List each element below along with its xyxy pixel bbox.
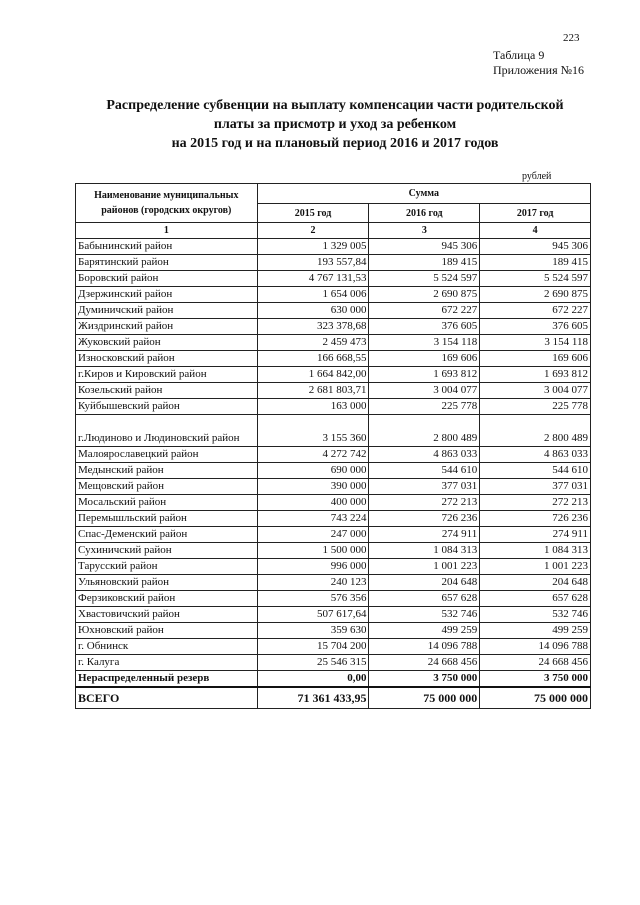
amount-2017-cell: 376 605 [480,319,591,335]
amount-2015-cell: 240 123 [257,575,369,591]
amount-2015-cell: 690 000 [257,463,369,479]
amount-2016-cell: 274 911 [369,527,480,543]
amount-2016-cell: 24 668 456 [369,655,480,671]
column-number-row [76,223,591,239]
amount-2015-cell: 0,00 [257,671,369,688]
amount-2015-cell: 163 000 [257,399,369,415]
district-name-cell: Барятинский район [76,255,258,271]
amount-2015-cell: 166 668,55 [257,351,369,367]
amount-2015-cell: 323 378,68 [257,319,369,335]
table-row [76,511,591,527]
amount-2017-cell: 945 306 [480,239,591,255]
district-name-cell: г. Обнинск [76,639,258,655]
amount-2017-cell: 499 259 [480,623,591,639]
district-name-cell: Сухиничский район [76,543,258,559]
amount-2016-cell: 1 084 313 [369,543,480,559]
table-row [76,271,591,287]
amount-2017-cell: 5 524 597 [480,271,591,287]
amount-2015-cell: 743 224 [257,511,369,527]
district-name-cell: г. Калуга [76,655,258,671]
district-name-cell: Мосальский район [76,495,258,511]
table-row [76,559,591,575]
district-name-cell: Думиничский район [76,303,258,319]
amount-2015-cell: 1 654 006 [257,287,369,303]
district-name-cell: Козельский район [76,383,258,399]
table-row [76,623,591,639]
table-row [76,527,591,543]
amount-2017-cell: 272 213 [480,495,591,511]
header-2016: 2016 год [369,204,480,223]
amount-2016-cell: 204 648 [369,575,480,591]
amount-2015-cell: 193 557,84 [257,255,369,271]
amount-2016-cell: 726 236 [369,511,480,527]
table-row [76,399,591,415]
amount-2017-cell: 3 750 000 [480,671,591,688]
header-sum: Сумма [257,184,590,204]
units-label: рублей [522,171,552,182]
table-row [76,671,591,688]
district-name-cell: Хвастовичский район [76,607,258,623]
amount-2016-cell: 1 693 812 [369,367,480,383]
district-name-cell: Боровский район [76,271,258,287]
district-name-cell: Перемышльский район [76,511,258,527]
table-row [76,607,591,623]
amount-2017-cell: 1 084 313 [480,543,591,559]
table-row [76,495,591,511]
amount-2016-cell: 2 800 489 [369,415,480,447]
amount-2016-cell: 376 605 [369,319,480,335]
amount-2015-cell: 400 000 [257,495,369,511]
district-name-cell: Медынский район [76,463,258,479]
amount-2015-cell: 25 546 315 [257,655,369,671]
district-name-cell: Малоярославецкий район [76,447,258,463]
table-row [76,543,591,559]
district-name-cell: Жиздринский район [76,319,258,335]
amount-2017-cell: 2 690 875 [480,287,591,303]
table-row [76,655,591,671]
table-row [76,367,591,383]
column-number: 2 [257,223,369,239]
district-name-cell: Бабынинский район [76,239,258,255]
header-2015: 2015 год [257,204,369,223]
table-row [76,255,591,271]
amount-2017-cell: 2 800 489 [480,415,591,447]
title-line-1: Распределение субвенции на выплату компенсации части родительской [106,98,564,113]
district-name-cell: Ульяновский район [76,575,258,591]
table-row [76,335,591,351]
title-line-2: платы за присмотр и уход за ребенком [213,117,457,132]
amount-2016-cell: 2 690 875 [369,287,480,303]
district-name-cell: Куйбышевский район [76,399,258,415]
district-name-cell: г.Киров и Кировский район [76,367,258,383]
table-row [76,639,591,655]
amount-2017-cell: 657 628 [480,591,591,607]
amount-2015-cell: 1 664 842,00 [257,367,369,383]
total-2016-cell: 75 000 000 [369,687,480,709]
amount-2016-cell: 3 154 118 [369,335,480,351]
amount-2016-cell: 672 227 [369,303,480,319]
amount-2016-cell: 225 778 [369,399,480,415]
table-row [76,591,591,607]
district-name-cell: г.Людиново и Людиновский район [76,415,258,447]
column-number: 3 [369,223,480,239]
total-2017-cell: 75 000 000 [480,687,591,709]
header-2017: 2017 год [480,204,591,223]
amount-2016-cell: 3 004 077 [369,383,480,399]
amount-2016-cell: 3 750 000 [369,671,480,688]
amount-2017-cell: 169 606 [480,351,591,367]
table-row [76,575,591,591]
district-name-cell: Износковский район [76,351,258,367]
district-name-cell: Дзержинский район [76,287,258,303]
column-number: 4 [480,223,591,239]
amount-2017-cell: 1 693 812 [480,367,591,383]
appendix-label: Приложения №16 [493,63,585,77]
amount-2015-cell: 576 356 [257,591,369,607]
column-number: 1 [76,223,258,239]
amount-2016-cell: 189 415 [369,255,480,271]
amount-2015-cell: 1 500 000 [257,543,369,559]
amount-2015-cell: 15 704 200 [257,639,369,655]
amount-2015-cell: 4 767 131,53 [257,271,369,287]
table-row [76,319,591,335]
amount-2016-cell: 657 628 [369,591,480,607]
district-name-cell: Нераспределенный резерв [76,671,258,688]
district-name-cell: Юхновский район [76,623,258,639]
amount-2017-cell: 3 004 077 [480,383,591,399]
amount-2015-cell: 2 459 473 [257,335,369,351]
table-row [76,463,591,479]
amount-2016-cell: 272 213 [369,495,480,511]
page-number: 223 [563,32,580,44]
amount-2017-cell: 14 096 788 [480,639,591,655]
district-name-cell: Тарусский район [76,559,258,575]
total-2015-cell: 71 361 433,95 [257,687,369,709]
amount-2016-cell: 14 096 788 [369,639,480,655]
table-row [76,303,591,319]
amount-2016-cell: 5 524 597 [369,271,480,287]
amount-2015-cell: 390 000 [257,479,369,495]
amount-2016-cell: 945 306 [369,239,480,255]
table-row [76,239,591,255]
amount-2017-cell: 544 610 [480,463,591,479]
amount-2017-cell: 726 236 [480,511,591,527]
table-row [76,351,591,367]
amount-2016-cell: 532 746 [369,607,480,623]
amount-2015-cell: 247 000 [257,527,369,543]
subvention-table [75,183,591,709]
amount-2017-cell: 377 031 [480,479,591,495]
table-reference [493,48,584,78]
total-row [76,687,591,709]
title-line-3: на 2015 год и на плановый период 2016 и 2017 годов [171,136,499,151]
table-body [76,239,591,709]
amount-2017-cell: 204 648 [480,575,591,591]
amount-2015-cell: 4 272 742 [257,447,369,463]
table-row [76,415,591,447]
amount-2015-cell: 2 681 803,71 [257,383,369,399]
amount-2017-cell: 532 746 [480,607,591,623]
amount-2017-cell: 672 227 [480,303,591,319]
amount-2015-cell: 1 329 005 [257,239,369,255]
amount-2015-cell: 630 000 [257,303,369,319]
table-row [76,287,591,303]
amount-2017-cell: 1 001 223 [480,559,591,575]
district-name-cell: Спас-Деменский район [76,527,258,543]
amount-2017-cell: 274 911 [480,527,591,543]
amount-2015-cell: 507 617,64 [257,607,369,623]
table-label: Таблица 9 [493,48,545,62]
amount-2016-cell: 1 001 223 [369,559,480,575]
amount-2017-cell: 24 668 456 [480,655,591,671]
district-name-cell: Ферзиковский район [76,591,258,607]
amount-2016-cell: 4 863 033 [369,447,480,463]
table-row [76,383,591,399]
amount-2017-cell: 225 778 [480,399,591,415]
amount-2015-cell: 3 155 360 [257,415,369,447]
amount-2017-cell: 4 863 033 [480,447,591,463]
amount-2016-cell: 169 606 [369,351,480,367]
amount-2016-cell: 544 610 [369,463,480,479]
amount-2017-cell: 3 154 118 [480,335,591,351]
amount-2016-cell: 499 259 [369,623,480,639]
table-row [76,447,591,463]
document-title [40,96,630,153]
amount-2017-cell: 189 415 [480,255,591,271]
amount-2015-cell: 996 000 [257,559,369,575]
district-name-cell: Мещовский район [76,479,258,495]
table-row [76,479,591,495]
header-name: Наименование муниципальных районов (городских округов) [76,184,258,223]
amount-2015-cell: 359 630 [257,623,369,639]
district-name-cell: Жуковский район [76,335,258,351]
total-label-cell: ВСЕГО [76,687,258,709]
amount-2016-cell: 377 031 [369,479,480,495]
